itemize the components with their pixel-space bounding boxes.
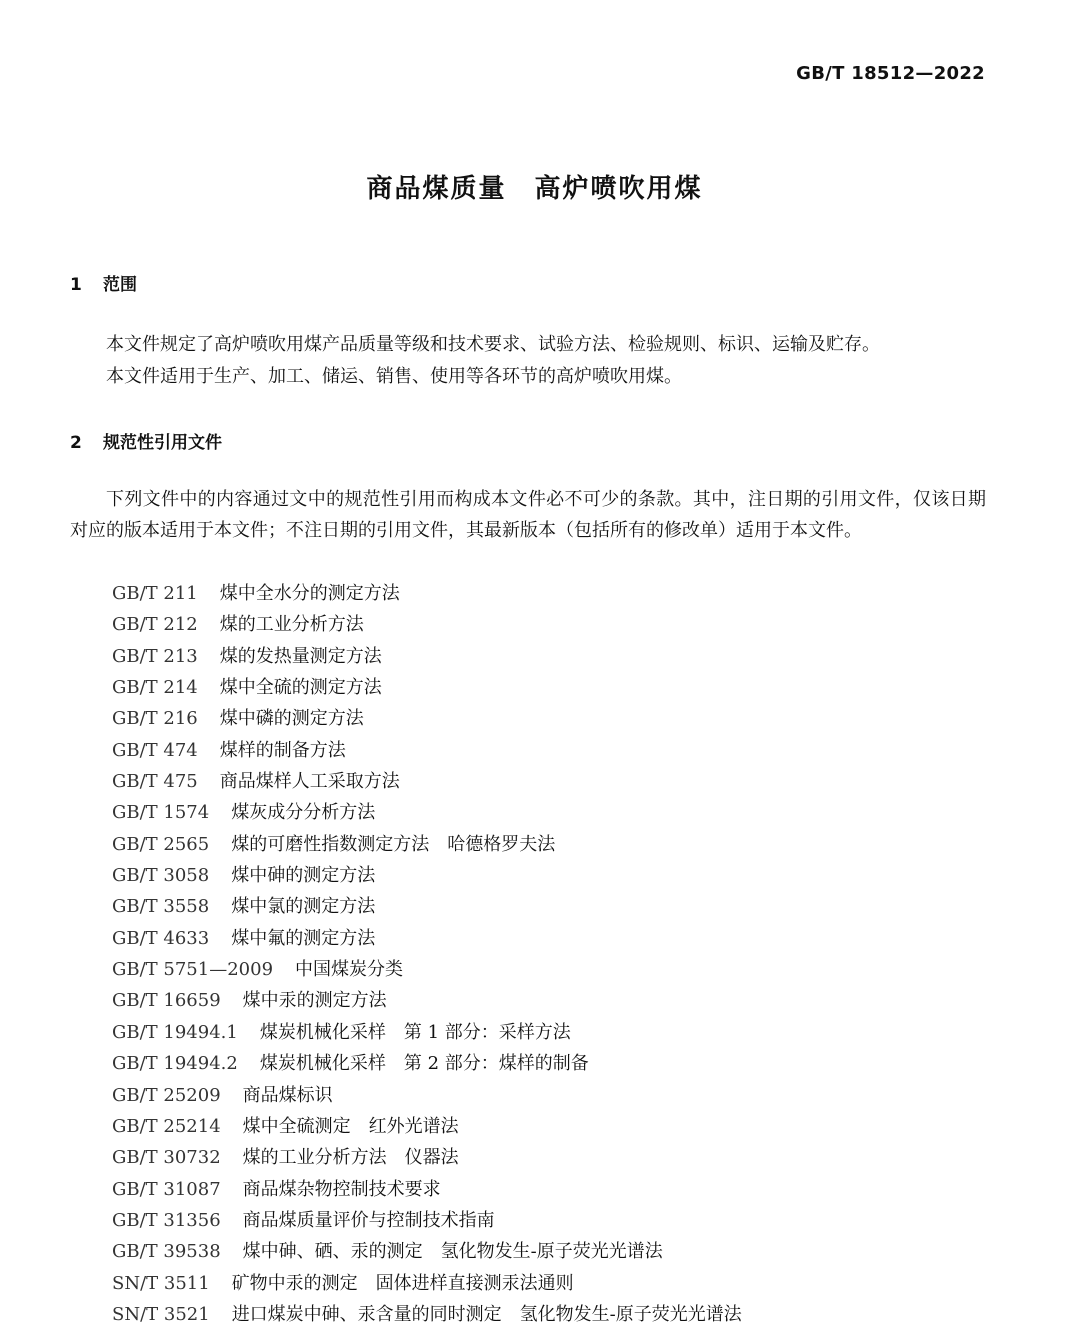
reference-title: 中国煤炭分类: [295, 959, 404, 981]
scope-paragraph: 本文件规定了高炉喷吹用煤产品质量等级和技术要求、试验方法、检验规则、标识、运输及贮存。: [106, 334, 880, 355]
reference-code: GB/T 39538: [112, 1241, 221, 1263]
section-title: 范围: [103, 275, 137, 295]
section-title: 规范性引用文件: [103, 433, 222, 453]
section-number: 2: [70, 433, 82, 453]
reference-title: 煤的可磨性指数测定方法 哈德格罗夫法: [231, 833, 556, 855]
reference-item: [112, 735, 742, 766]
reference-list: [112, 578, 742, 1330]
reference-item: [112, 829, 742, 860]
reference-code: SN/T 3521: [112, 1303, 210, 1325]
reference-title: 煤中全硫的测定方法: [219, 677, 382, 699]
reference-item: [112, 891, 742, 922]
reference-code: GB/T 2565: [112, 833, 210, 855]
reference-item: [112, 1268, 742, 1299]
reference-title: 煤中全硫测定 红外光谱法: [242, 1115, 459, 1137]
reference-code: GB/T 1574: [112, 802, 210, 824]
reference-code: GB/T 19494.2: [112, 1053, 238, 1075]
reference-code: GB/T 31087: [112, 1178, 221, 1200]
reference-title: 煤中砷的测定方法: [231, 865, 376, 887]
section-heading-scope: [70, 270, 137, 295]
reference-code: GB/T 31356: [112, 1209, 221, 1231]
reference-item: [112, 1048, 742, 1079]
reference-item: [112, 797, 742, 828]
reference-title: 矿物中汞的测定 固体进样直接测汞法通则: [231, 1272, 574, 1294]
reference-item: [112, 609, 742, 640]
reference-code: GB/T 25214: [112, 1115, 221, 1137]
reference-code: GB/T 214: [112, 677, 198, 699]
reference-code: SN/T 3511: [112, 1272, 210, 1294]
reference-item: [112, 766, 742, 797]
reference-item: [112, 1299, 742, 1330]
reference-item: [112, 641, 742, 672]
reference-item: [112, 1080, 742, 1111]
reference-title: 商品煤杂物控制技术要求: [242, 1178, 441, 1200]
reference-code: GB/T 25209: [112, 1084, 221, 1106]
reference-title: 煤中氯的测定方法: [231, 896, 376, 918]
standard-code: GB/T 18512—2022: [796, 63, 985, 84]
section-heading-normative-references: [70, 428, 222, 453]
reference-code: GB/T 4633: [112, 927, 210, 949]
reference-item: [112, 860, 742, 891]
reference-code: GB/T 211: [112, 583, 198, 604]
reference-title: 商品煤标识: [242, 1084, 333, 1106]
references-intro-paragraph: 下列文件中的内容通过文中的规范性引用而构成本文件必不可少的条款。其中，注日期的引用文件，仅该日期对应的版本适用于本文件；不注日期的引用文件，其最新版本（包括所有的修改单）适用于本文件。: [70, 489, 986, 541]
reference-title: 煤中全水分的测定方法: [219, 583, 400, 604]
reference-code: GB/T 19494.1: [112, 1021, 238, 1043]
reference-item: [112, 985, 742, 1016]
reference-title: 煤的发热量测定方法: [219, 645, 382, 667]
reference-title: 商品煤质量评价与控制技术指南: [242, 1209, 495, 1231]
reference-title: 煤样的制备方法: [219, 739, 346, 761]
reference-item: [112, 954, 742, 985]
reference-code: GB/T 3058: [112, 865, 210, 887]
scope-paragraph: 本文件适用于生产、加工、储运、销售、使用等各环节的高炉喷吹用煤。: [106, 366, 682, 387]
reference-code: GB/T 474: [112, 739, 198, 761]
reference-title: 煤中汞的测定方法: [242, 990, 387, 1012]
reference-item: [112, 703, 742, 734]
reference-item: [112, 578, 742, 609]
reference-code: GB/T 5751—2009: [112, 959, 274, 981]
reference-item: [112, 1236, 742, 1267]
reference-title: 煤炭机械化采样 第 1 部分：采样方法: [259, 1021, 571, 1043]
reference-code: GB/T 212: [112, 614, 198, 636]
reference-item: [112, 1017, 742, 1048]
reference-title: 煤灰成分分析方法: [231, 802, 376, 824]
reference-item: [112, 1174, 742, 1205]
reference-item: [112, 923, 742, 954]
reference-title: 进口煤炭中砷、汞含量的同时测定 氢化物发生-原子荧光光谱法: [231, 1303, 742, 1325]
reference-item: [112, 1111, 742, 1142]
reference-item: [112, 1142, 742, 1173]
reference-item: [112, 1205, 742, 1236]
reference-code: GB/T 475: [112, 771, 198, 793]
reference-title: 煤炭机械化采样 第 2 部分：煤样的制备: [259, 1053, 589, 1075]
reference-title: 煤的工业分析方法 仪器法: [242, 1147, 459, 1169]
reference-item: [112, 672, 742, 703]
reference-code: GB/T 216: [112, 708, 198, 730]
reference-title: 煤中砷、硒、汞的测定 氢化物发生-原子荧光光谱法: [242, 1241, 663, 1263]
reference-code: GB/T 16659: [112, 990, 221, 1012]
reference-code: GB/T 213: [112, 645, 198, 667]
section-number: 1: [70, 275, 82, 295]
reference-code: GB/T 3558: [112, 896, 210, 918]
reference-title: 煤中磷的测定方法: [219, 708, 364, 730]
reference-title: 煤的工业分析方法: [219, 614, 364, 636]
reference-title: 煤中氟的测定方法: [231, 927, 376, 949]
document-title: 商品煤质量 高炉喷吹用煤: [366, 174, 703, 204]
reference-code: GB/T 30732: [112, 1147, 221, 1169]
reference-title: 商品煤样人工采取方法: [219, 771, 400, 793]
